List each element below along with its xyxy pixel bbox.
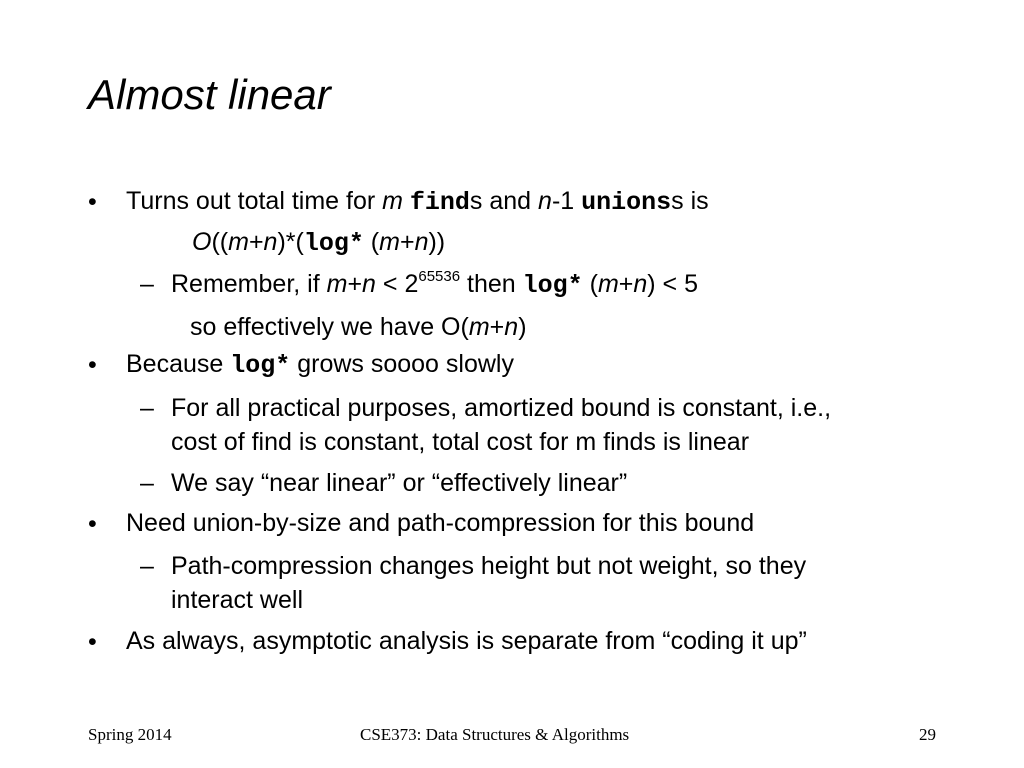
var-m: m [379,228,400,256]
dash-marker: – [140,394,154,422]
bullet-marker: • [88,510,97,538]
bullet-1-text [126,189,709,215]
code-log-star: log* [303,229,364,258]
text-run: + [248,228,264,256]
text-run: + [347,270,363,298]
code-log-star: log* [522,271,583,300]
text-run: Turns out total time for [126,187,383,215]
text-run: then [460,270,523,298]
text-run: so effectively we have O( [190,313,469,341]
text-run: s and [469,187,539,215]
bullet-4-text: As always, asymptotic analysis is separate from “coding it up” [126,627,807,655]
text-run: < 2 [375,270,419,298]
bullet-2-text [126,352,514,378]
var-n: n [538,187,552,215]
bullet-3-sub-1-line-1: Path-compression changes height but not weight, so they [171,552,807,580]
text-run: + [618,270,634,298]
bullet-1-sub-continuation [190,315,527,340]
var-m: m [597,270,619,298]
slide-title: Almost linear [88,71,331,118]
text-run: ) [518,313,527,341]
dash-marker: – [140,469,154,497]
text-run: + [399,228,415,256]
text-run: Because [126,350,231,378]
bullet-3-sub-1-line-2: interact well [171,586,303,614]
footer-course: CSE373: Data Structures & Algorithms [360,725,630,744]
var-n: n [362,270,376,298]
text-run: s is [671,187,709,215]
text-run: ) < 5 [647,270,699,298]
text-run: (( [211,228,229,256]
text-run: ( [582,270,598,298]
var-m: m [228,228,249,256]
code-unions: unions [581,188,672,217]
var-n: n [263,228,278,256]
var-m: m [382,187,403,215]
code-find: find [409,188,470,217]
var-n: n [504,313,519,341]
text-run: ( [363,228,380,256]
bullet-marker: • [88,351,97,379]
text-run: )*( [277,228,304,256]
text-run: grows soooo slowly [290,350,514,378]
bullet-2-sub-1-line-2: cost of find is constant, total cost for m finds is linear [171,428,750,456]
bullet-marker: • [88,188,97,216]
text-run: -1 [551,187,582,215]
var-n: n [414,228,429,256]
var-m: m [468,313,490,341]
big-o: O [192,228,212,256]
dash-marker: – [140,270,154,298]
exponent: 65536 [418,268,461,285]
bullet-1-sub-text [171,268,699,300]
text-run: )) [428,228,446,256]
var-m: m [326,270,348,298]
bullet-1-formula [192,230,445,256]
bullet-3-text: Need union-by-size and path-compression for this bound [126,509,755,537]
bullet-2-sub-2: We say “near linear” or “effectively linear” [171,469,628,497]
text-run: + [489,313,505,341]
footer-date: Spring 2014 [88,725,172,744]
text-run: Remember, if [171,270,327,298]
bullet-marker: • [88,628,97,656]
code-log-star: log* [230,351,291,380]
dash-marker: – [140,552,154,580]
footer-page-number: 29 [919,725,936,744]
var-n: n [633,270,648,298]
bullet-2-sub-1-line-1: For all practical purposes, amortized bound is constant, i.e., [171,394,832,422]
